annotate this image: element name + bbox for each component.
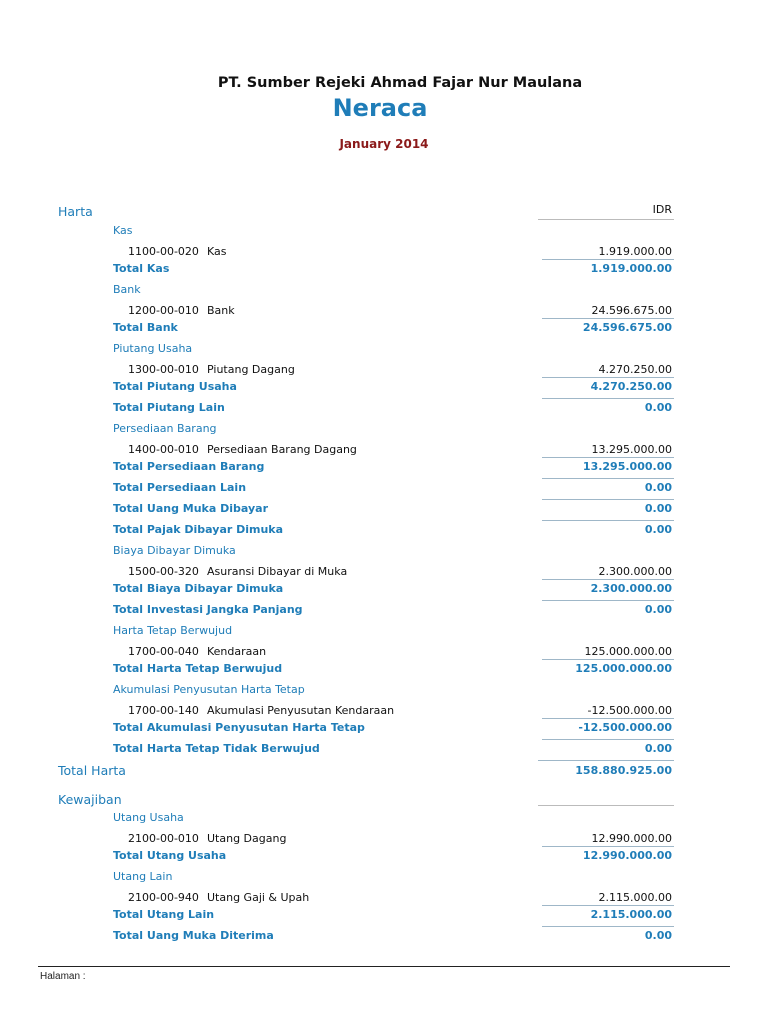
total-label: Total Piutang Usaha bbox=[113, 380, 237, 393]
total-row bbox=[0, 741, 768, 757]
account-code: 2100-00-940 bbox=[128, 891, 199, 904]
account-row bbox=[0, 442, 768, 458]
account-amount: 125.000.000.00 bbox=[584, 645, 672, 658]
account-amount: -12.500.000.00 bbox=[587, 704, 672, 717]
total-label: Total Biaya Dibayar Dimuka bbox=[113, 582, 284, 595]
group-heading bbox=[0, 223, 768, 239]
total-amount: 158.880.925.00 bbox=[575, 764, 672, 777]
total-row bbox=[0, 848, 768, 864]
total-rule bbox=[542, 600, 674, 601]
heading-label: Akumulasi Penyusutan Harta Tetap bbox=[113, 683, 305, 696]
total-row bbox=[0, 261, 768, 277]
total-label: Total Uang Muka Dibayar bbox=[113, 502, 268, 515]
grand-total-row bbox=[0, 763, 768, 779]
account-name: Kendaraan bbox=[207, 645, 267, 658]
section-heading bbox=[0, 204, 768, 220]
total-amount: 2.300.000.00 bbox=[590, 582, 672, 595]
page-label: Halaman : bbox=[40, 971, 86, 982]
total-label: Total Utang Lain bbox=[113, 908, 215, 921]
group-heading bbox=[0, 682, 768, 698]
total-row bbox=[0, 581, 768, 597]
account-name: Kas bbox=[207, 245, 227, 258]
total-amount: 0.00 bbox=[644, 502, 672, 515]
total-label: Total Uang Muka Diterima bbox=[113, 929, 274, 942]
total-label: Total Pajak Dibayar Dimuka bbox=[113, 523, 284, 536]
total-amount: 0.00 bbox=[644, 481, 672, 494]
total-label: Total Persediaan Lain bbox=[113, 481, 247, 494]
account-name: Piutang Dagang bbox=[207, 363, 295, 376]
account-row bbox=[0, 564, 768, 580]
heading-label: Kewajiban bbox=[58, 792, 122, 807]
total-amount: 24.596.675.00 bbox=[582, 321, 672, 334]
total-label: Total Bank bbox=[113, 321, 178, 334]
total-rule bbox=[542, 718, 674, 719]
total-rule bbox=[542, 259, 674, 260]
account-amount: 1.919.000.00 bbox=[598, 245, 672, 258]
account-row bbox=[0, 644, 768, 660]
group-heading bbox=[0, 810, 768, 826]
group-heading bbox=[0, 869, 768, 885]
total-label: Total Harta bbox=[58, 763, 126, 778]
account-code: 1200-00-010 bbox=[128, 304, 199, 317]
footer-rule bbox=[38, 966, 730, 967]
total-amount: 0.00 bbox=[644, 929, 672, 942]
account-row bbox=[0, 703, 768, 719]
heading-label: Biaya Dibayar Dimuka bbox=[113, 544, 236, 557]
account-amount: 12.990.000.00 bbox=[591, 832, 672, 845]
group-heading bbox=[0, 623, 768, 639]
total-label: Total Utang Usaha bbox=[113, 849, 227, 862]
total-row bbox=[0, 602, 768, 618]
heading-label: Harta Tetap Berwujud bbox=[113, 624, 233, 637]
account-row bbox=[0, 362, 768, 378]
heading-label: Kas bbox=[113, 224, 133, 237]
account-amount: 2.115.000.00 bbox=[598, 891, 672, 904]
total-amount: 13.295.000.00 bbox=[582, 460, 672, 473]
company-name: PT. Sumber Rejeki Ahmad Fajar Nur Maulana bbox=[217, 75, 583, 91]
group-heading bbox=[0, 341, 768, 357]
total-amount: 12.990.000.00 bbox=[582, 849, 672, 862]
total-rule bbox=[542, 377, 674, 378]
total-rule bbox=[538, 760, 674, 761]
total-rule bbox=[542, 398, 674, 399]
total-rule bbox=[542, 499, 674, 500]
total-rule bbox=[542, 520, 674, 521]
total-amount: 2.115.000.00 bbox=[590, 908, 672, 921]
total-amount: 4.270.250.00 bbox=[590, 380, 672, 393]
total-rule bbox=[542, 457, 674, 458]
account-name: Bank bbox=[207, 304, 235, 317]
total-row bbox=[0, 480, 768, 496]
account-amount: 24.596.675.00 bbox=[591, 304, 672, 317]
total-amount: 0.00 bbox=[644, 401, 672, 414]
section-heading bbox=[0, 792, 768, 808]
total-rule bbox=[542, 478, 674, 479]
total-row bbox=[0, 320, 768, 336]
total-label: Total Harta Tetap Berwujud bbox=[113, 662, 283, 675]
heading-label: Persediaan Barang bbox=[113, 422, 217, 435]
account-amount: 13.295.000.00 bbox=[591, 443, 672, 456]
total-label: Total Persediaan Barang bbox=[113, 460, 265, 473]
account-code: 1100-00-020 bbox=[128, 245, 199, 258]
account-code: 1400-00-010 bbox=[128, 443, 199, 456]
total-rule bbox=[542, 318, 674, 319]
total-amount: 0.00 bbox=[644, 523, 672, 536]
account-code: 1500-00-320 bbox=[128, 565, 199, 578]
total-row bbox=[0, 522, 768, 538]
total-row bbox=[0, 661, 768, 677]
total-row bbox=[0, 907, 768, 923]
account-name: Utang Gaji & Upah bbox=[207, 891, 310, 904]
total-rule bbox=[542, 659, 674, 660]
total-amount: -12.500.000.00 bbox=[578, 721, 672, 734]
account-row bbox=[0, 890, 768, 906]
total-row bbox=[0, 928, 768, 944]
total-amount: 1.919.000.00 bbox=[590, 262, 672, 275]
total-rule bbox=[542, 846, 674, 847]
total-label: Total Piutang Lain bbox=[113, 401, 225, 414]
total-amount: 125.000.000.00 bbox=[575, 662, 672, 675]
account-name: Utang Dagang bbox=[207, 832, 287, 845]
total-label: Total Akumulasi Penyusutan Harta Tetap bbox=[113, 721, 365, 734]
total-rule bbox=[542, 905, 674, 906]
account-amount: 4.270.250.00 bbox=[598, 363, 672, 376]
account-code: 1700-00-140 bbox=[128, 704, 199, 717]
report-title: Neraca bbox=[332, 94, 428, 122]
account-name: Akumulasi Penyusutan Kendaraan bbox=[207, 704, 395, 717]
heading-label: Bank bbox=[113, 283, 141, 296]
account-code: 1300-00-010 bbox=[128, 363, 199, 376]
group-heading bbox=[0, 282, 768, 298]
group-heading bbox=[0, 421, 768, 437]
total-rule bbox=[542, 739, 674, 740]
account-row bbox=[0, 244, 768, 260]
total-row bbox=[0, 379, 768, 395]
account-code: 2100-00-010 bbox=[128, 832, 199, 845]
total-row bbox=[0, 459, 768, 475]
account-code: 1700-00-040 bbox=[128, 645, 199, 658]
heading-label: Utang Usaha bbox=[113, 811, 184, 824]
total-amount: 0.00 bbox=[644, 603, 672, 616]
total-rule bbox=[542, 926, 674, 927]
account-name: Asuransi Dibayar di Muka bbox=[207, 565, 348, 578]
report-period: January 2014 bbox=[339, 137, 429, 151]
account-row bbox=[0, 303, 768, 319]
account-amount: 2.300.000.00 bbox=[598, 565, 672, 578]
group-heading bbox=[0, 543, 768, 559]
total-row bbox=[0, 501, 768, 517]
heading-label: Piutang Usaha bbox=[113, 342, 193, 355]
total-label: Total Harta Tetap Tidak Berwujud bbox=[113, 742, 320, 755]
heading-label: Utang Lain bbox=[113, 870, 173, 883]
account-row bbox=[0, 831, 768, 847]
total-label: Total Kas bbox=[113, 262, 170, 275]
heading-label: Harta bbox=[58, 204, 93, 219]
total-amount: 0.00 bbox=[644, 742, 672, 755]
total-rule bbox=[542, 579, 674, 580]
account-name: Persediaan Barang Dagang bbox=[207, 443, 357, 456]
total-row bbox=[0, 400, 768, 416]
total-row bbox=[0, 720, 768, 736]
currency-label: IDR bbox=[652, 203, 672, 216]
total-label: Total Investasi Jangka Panjang bbox=[113, 603, 303, 616]
